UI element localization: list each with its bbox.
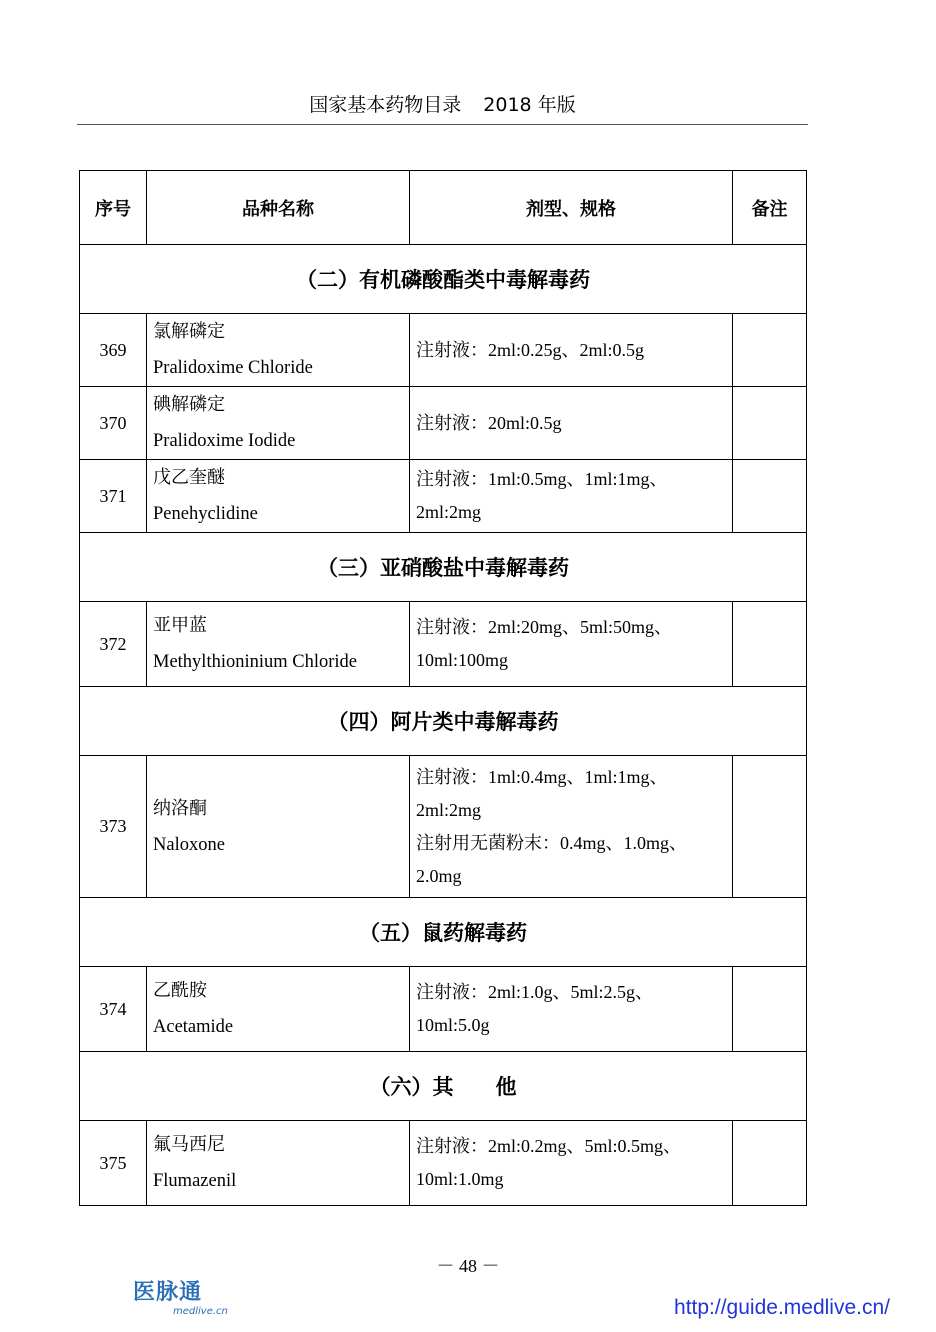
logo-text: 医脉通: [133, 1280, 203, 1305]
drug-name-cell: [147, 602, 410, 687]
drug-spec-cell: [410, 460, 733, 533]
drug-note: [733, 387, 807, 460]
page-header: [77, 88, 808, 125]
drug-name-en: Naloxone: [153, 834, 225, 855]
drug-number: 375: [80, 1121, 147, 1206]
drug-note: [733, 967, 807, 1052]
section-title: （六）其 他: [80, 1052, 807, 1121]
drug-note: [733, 756, 807, 898]
drug-name-en: Flumazenil: [153, 1171, 237, 1191]
drug-name-cell: [147, 967, 410, 1052]
section-row: [80, 245, 807, 314]
section-row: [80, 898, 807, 967]
drug-name-cell: [147, 387, 410, 460]
table-row: [80, 314, 807, 387]
section-row: [80, 1052, 807, 1121]
drug-spec-cell: [410, 602, 733, 687]
drug-spec-cell: [410, 967, 733, 1052]
drug-name-cn: 亚甲蓝: [153, 615, 207, 636]
drug-spec-line: 注射液：2ml:1.0g、5ml:2.5g、: [416, 982, 654, 1002]
logo-subtext: medlive.cn: [173, 1306, 228, 1317]
drug-spec-line: 注射液：20ml:0.5g: [416, 412, 562, 433]
drug-number: 369: [80, 314, 147, 387]
drug-note: [733, 314, 807, 387]
table-row: [80, 756, 807, 898]
drug-name-cell: [147, 1121, 410, 1206]
drug-note: [733, 1121, 807, 1206]
drug-name-en: Methylthioninium Chloride: [153, 652, 358, 672]
drug-spec-line: 注射液：2ml:0.25g、2ml:0.5g: [416, 339, 645, 360]
drug-name-cn: 纳洛酮: [153, 797, 207, 819]
col-header-note: 备注: [733, 171, 807, 245]
table-row: [80, 1121, 807, 1206]
table-row: [80, 967, 807, 1052]
drug-name-cell: [147, 314, 410, 387]
drug-name-cell: [147, 460, 410, 533]
drug-number: 372: [80, 602, 147, 687]
drug-number: 370: [80, 387, 147, 460]
drug-number: 374: [80, 967, 147, 1052]
drug-number: 373: [80, 756, 147, 898]
drug-number: 371: [80, 460, 147, 533]
section-title: （三）亚硝酸盐中毒解毒药: [80, 533, 807, 602]
section-row: [80, 687, 807, 756]
drug-spec-line: 2.0mg: [416, 865, 462, 886]
drug-spec-line: 注射液：1ml:0.5mg、1ml:1mg、: [416, 469, 668, 489]
drug-name-cn: 氯解磷定: [153, 321, 225, 342]
col-header-number: 序号: [80, 171, 147, 245]
footer-url-link[interactable]: http://guide.medlive.cn/: [674, 1296, 890, 1319]
drug-name-en: Acetamide: [153, 1017, 234, 1037]
page-number: － 48 －: [436, 1256, 500, 1276]
medlive-logo: [133, 1280, 253, 1322]
header-edition: 2018 年版: [483, 94, 576, 116]
table-row: [80, 460, 807, 533]
section-title: （二）有机磷酸酯类中毒解毒药: [80, 245, 807, 314]
drug-name-cn: 碘解磷定: [153, 394, 225, 415]
table-row: [80, 387, 807, 460]
drug-name-en: Penehyclidine: [153, 504, 258, 524]
drug-name-en: Pralidoxime Chloride: [153, 358, 313, 378]
drug-spec-line: 10ml:100mg: [416, 650, 509, 670]
drug-name-cn: 戊乙奎醚: [153, 467, 225, 488]
drug-spec-line: 2ml:2mg: [416, 799, 482, 820]
table-header-row: [80, 171, 807, 245]
drug-spec-cell: [410, 314, 733, 387]
drug-name-cell: [147, 756, 410, 898]
table-row: [80, 602, 807, 687]
drug-spec-line: 注射液：2ml:20mg、5ml:50mg、: [416, 617, 673, 637]
drug-spec-line: 2ml:2mg: [416, 502, 482, 522]
section-title: （四）阿片类中毒解毒药: [80, 687, 807, 756]
drug-spec-line: 10ml:1.0mg: [416, 1169, 504, 1189]
drug-spec-cell: [410, 1121, 733, 1206]
drug-spec-line: 注射用无菌粉末：0.4mg、1.0mg、: [416, 832, 688, 853]
drug-name-en: Pralidoxime Iodide: [153, 431, 296, 451]
drug-spec-cell: [410, 756, 733, 898]
section-row: [80, 533, 807, 602]
drug-spec-line: 注射液：2ml:0.2mg、5ml:0.5mg、: [416, 1136, 682, 1156]
drug-spec-cell: [410, 387, 733, 460]
drug-note: [733, 460, 807, 533]
section-title: （五）鼠药解毒药: [80, 898, 807, 967]
header-title: 国家基本药物目录: [309, 94, 462, 116]
drug-name-cn: 乙酰胺: [153, 980, 207, 1001]
drug-name-cn: 氟马西尼: [153, 1134, 225, 1155]
col-header-name: 品种名称: [147, 171, 410, 245]
drug-spec-line: 注射液：1ml:0.4mg、1ml:1mg、: [416, 766, 668, 787]
drug-note: [733, 602, 807, 687]
drug-table: [79, 170, 807, 1206]
col-header-spec: 剂型、规格: [410, 171, 733, 245]
drug-spec-line: 10ml:5.0g: [416, 1015, 490, 1035]
